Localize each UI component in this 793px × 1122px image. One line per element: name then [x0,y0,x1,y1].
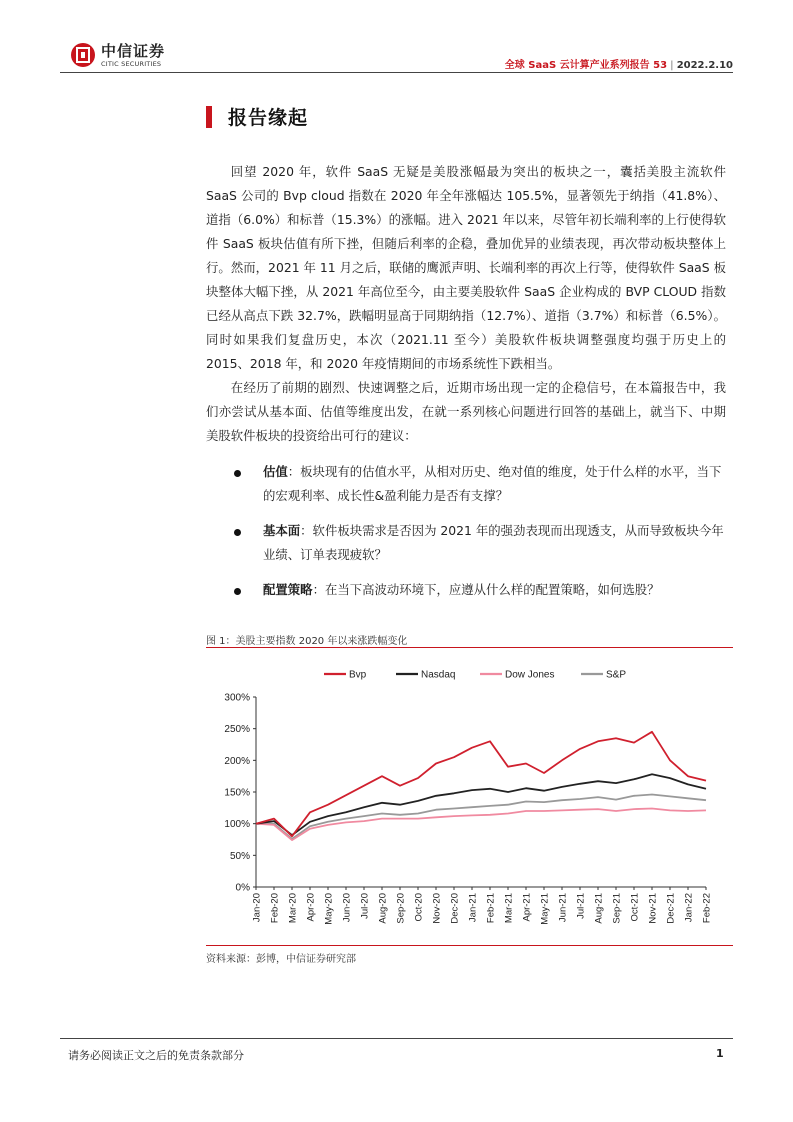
bullet-text: ：软件板块需求是否因为 2021 年的强劲表现而出现透支，从而导致板块今年业绩、订单表现疲软？ [263,523,724,562]
x-tick-label: Jan-20 [251,893,263,923]
x-tick-label: May-21 [539,893,551,925]
citic-logo [70,42,165,68]
legend-label: Dow Jones [505,669,555,681]
x-tick-label: Nov-20 [431,893,443,924]
paragraph-2: 在经历了前期的剧烈、快速调整之后，近期市场出现一定的企稳信号，在本篇报告中，我们亦尝试从基本面、估值等维度出发，在就一系列核心问题进行回答的基础上，就当下、中期美股软件板块的投资给出可行的建议： [206,380,726,443]
section-heading [206,103,308,130]
footer-disclaimer: 请务必阅读正文之后的免责条款部分 [68,1049,244,1062]
bullet-label: 估值 [263,464,288,479]
bullet-text: ：板块现有的估值水平，从相对历史、绝对值的维度，处于什么样的水平，当下的宏观利率、成长性&盈利能力是否有支撑？ [263,464,722,503]
header-report-info [505,56,733,71]
page-header [60,38,733,74]
y-tick-label: 150% [224,787,250,799]
figure-source: 资料来源：彭博，中信证券研究部 [206,954,356,965]
x-tick-label: Aug-21 [593,893,605,924]
x-tick-label: Mar-21 [503,893,515,924]
legend-label: Bvp [349,669,367,681]
line-chart [206,655,733,943]
section-marker [206,106,212,128]
header-divider [60,72,733,73]
x-tick-label: Dec-20 [449,893,461,924]
x-tick-label: Jan-22 [683,893,695,923]
x-tick-label: Nov-21 [647,893,659,924]
bullet-dot [234,529,241,536]
series-line-dow-jones [256,809,706,841]
x-tick-label: Jan-21 [467,893,479,923]
x-tick-label: Dec-21 [665,893,677,924]
x-tick-label: Aug-20 [377,893,389,924]
x-tick-label: Oct-21 [629,893,641,922]
report-title: 全球 SaaS 云计算产业系列报告 53 [504,60,668,71]
y-tick-label: 50% [229,850,250,862]
x-tick-label: Apr-21 [521,893,533,922]
report-date: 2022.2.10 [676,60,733,71]
bullet-label: 基本面 [263,523,301,538]
x-tick-label: Sep-21 [611,893,623,924]
x-tick-label: Mar-20 [287,893,299,924]
bullet-dot [234,588,241,595]
bullet-text: ：在当下高波动环境下，应遵从什么样的配置策略，如何选股？ [312,582,660,597]
bullet-dot [234,470,241,477]
x-tick-label: Jun-20 [341,893,353,923]
x-tick-label: Sep-20 [395,893,407,924]
page-number: 1 [716,1047,724,1060]
bullet-item [206,578,726,602]
y-tick-label: 0% [235,882,250,894]
y-tick-label: 250% [224,724,250,736]
section-title: 报告缘起 [228,107,309,129]
logo-english: CITIC SECURITIES [101,59,162,68]
y-tick-label: 200% [224,755,250,767]
y-tick-label: 300% [224,692,250,704]
bullet-label: 配置策略 [263,582,313,597]
logo-chinese: 中信证券 [101,41,166,60]
x-tick-label: May-20 [323,893,335,925]
x-tick-label: Feb-20 [269,893,281,924]
bullet-item [206,519,726,567]
x-tick-label: Jul-20 [359,893,371,919]
series-line-bvp [256,732,706,837]
x-tick-label: Feb-21 [485,893,497,924]
figure-bottom-divider [206,945,733,946]
x-tick-label: Apr-20 [305,893,317,922]
legend-label: S&P [606,669,627,681]
figure-caption: 图 1：美股主要指数 2020 年以来涨跌幅变化 [206,636,408,647]
x-tick-label: Jun-21 [557,893,569,923]
x-tick-label: Oct-20 [413,893,425,922]
paragraph-1: 回望 2020 年，软件 SaaS 无疑是美股涨幅最为突出的板块之一，囊括美股主流软件 SaaS 公司的 Bvp cloud 指数在 2020 年全年涨幅达 105.5%，显著领先于纳指（41.8%）、道指（6.0%）和标普（15.3%）的涨幅。进入 2021 年以来，尽管年初长端利率的上行使得软件 SaaS 板块估值有所下挫，但随后利率的企稳，叠加优异的业绩表现，再次带动板块整体上行。然而，2021 年 11 月之后，联储的鹰派声明、长端利率的再次上行等，使得软件 SaaS 板块整体大幅下挫，从 2021 年高位至今，由主要美股软件 SaaS 企业构成的 BVP CLOUD 指数已经从高点下跌 32.7%，跌幅明显高于同期纳指（12.7%）、道指（3.7%）和标普（6.5%）。同时如果我们复盘历史，本次（2021.11 至今）美股软件板块调整强度均强于历史上的 2015、2018 年，和 2020 年疫情期间的市场系统性下跌相当。 [206,164,726,371]
y-tick-label: 100% [224,819,250,831]
bullet-item [206,460,726,508]
header-separator: | [670,60,674,71]
footer-divider [60,1038,733,1039]
x-tick-label: Feb-22 [701,893,713,924]
figure-top-divider [206,647,733,648]
citic-logo-icon [70,42,96,68]
legend-label: Nasdaq [421,669,456,681]
x-tick-label: Jul-21 [575,893,587,919]
